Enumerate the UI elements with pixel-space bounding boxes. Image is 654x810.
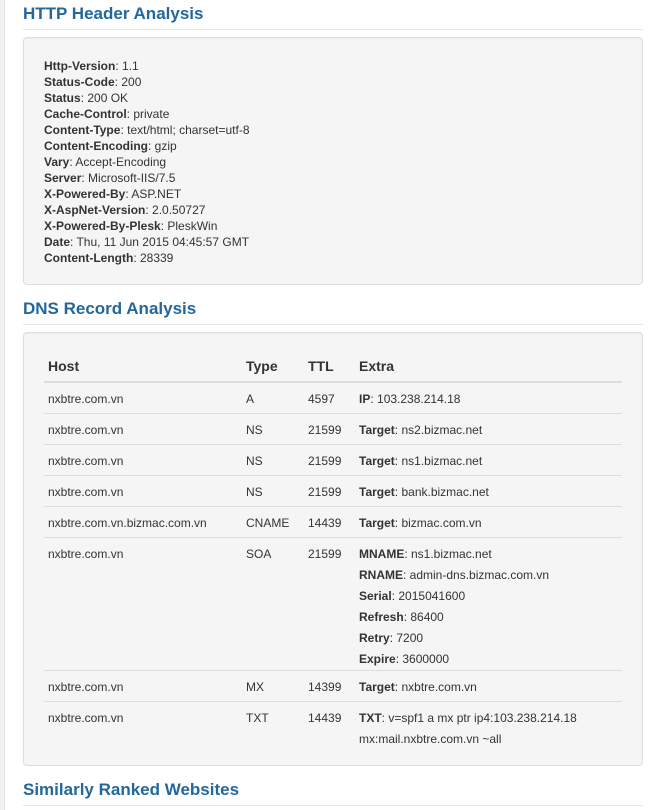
http-header-item: Content-Encoding: gzip xyxy=(44,139,177,153)
section-divider xyxy=(23,29,643,30)
dns-record-ttl: 21599 xyxy=(304,445,355,476)
dns-extra-line: IP: 103.238.214.18 xyxy=(359,392,461,406)
http-header-value: text/html; charset=utf-8 xyxy=(127,123,250,137)
http-header-key: X-Powered-By xyxy=(44,187,126,201)
http-header-item: Cache-Control: private xyxy=(44,107,170,121)
dns-record-type: MX xyxy=(242,671,304,702)
dns-record-host: nxbtre.com.vn xyxy=(44,414,242,445)
dns-extra-key: Target xyxy=(359,423,395,437)
dns-extra-key: Target xyxy=(359,485,395,499)
dns-record-analysis-title: DNS Record Analysis xyxy=(23,299,197,318)
dns-record-extra xyxy=(355,538,622,671)
dns-extra-value: ns2.bizmac.net xyxy=(401,423,483,437)
page-left-border xyxy=(0,0,5,810)
dns-extra-key: MNAME xyxy=(359,547,405,561)
dns-extra-key: TXT xyxy=(359,711,382,725)
http-header-item: Status: 200 OK xyxy=(44,91,129,105)
dns-extra-line: Target: bizmac.com.vn xyxy=(359,516,482,530)
http-header-key: Content-Type xyxy=(44,123,121,137)
http-header-item: Server: Microsoft-IIS/7.5 xyxy=(44,171,176,185)
dns-extra-line: Target: ns2.bizmac.net xyxy=(359,423,483,437)
column-header-extra: Extra xyxy=(355,351,622,382)
dns-record-type: NS xyxy=(242,414,304,445)
dns-extra-value: 7200 xyxy=(396,631,424,645)
dns-record-ttl: 21599 xyxy=(304,476,355,507)
dns-extra-value: bizmac.com.vn xyxy=(401,516,482,530)
dns-extra-key: IP xyxy=(359,392,371,406)
dns-extra-value: v=spf1 a mx ptr ip4:103.238.214.18 xyxy=(388,711,577,725)
http-header-item: Status-Code: 200 xyxy=(44,75,142,89)
http-header-key: X-AspNet-Version xyxy=(44,203,146,217)
dns-record-host: nxbtre.com.vn xyxy=(44,476,242,507)
http-header-key: Status xyxy=(44,91,81,105)
dns-record-type: CNAME xyxy=(242,507,304,538)
dns-extra-line: Serial: 2015041600 xyxy=(359,589,466,603)
http-header-value: Accept-Encoding xyxy=(75,155,167,169)
dns-record-host: nxbtre.com.vn xyxy=(44,445,242,476)
dns-record-row xyxy=(44,671,622,702)
dns-record-extra xyxy=(355,445,622,476)
dns-record-type: NS xyxy=(242,445,304,476)
dns-extra-value: ns1.bizmac.net xyxy=(411,547,492,561)
http-header-key: X-Powered-By-Plesk xyxy=(44,219,161,233)
dns-record-type: SOA xyxy=(242,538,304,671)
dns-record-row xyxy=(44,414,622,445)
dns-record-extra xyxy=(355,382,622,414)
section-divider xyxy=(23,805,643,806)
dns-record-row xyxy=(44,507,622,538)
http-header-item: X-Powered-By: ASP.NET xyxy=(44,187,182,201)
http-header-item: Content-Length: 28339 xyxy=(44,251,174,265)
dns-record-ttl: 14439 xyxy=(304,702,355,751)
dns-records-table xyxy=(44,351,622,750)
dns-extra-key: Target xyxy=(359,680,395,694)
dns-extra-key: Serial xyxy=(359,589,392,603)
dns-extra-key: Expire xyxy=(359,652,396,666)
dns-extra-line: MNAME: ns1.bizmac.net xyxy=(359,547,492,561)
http-header-key: Server xyxy=(44,171,82,185)
dns-record-ttl: 14439 xyxy=(304,507,355,538)
http-header-item: Http-Version: 1.1 xyxy=(44,59,139,73)
http-header-key: Http-Version xyxy=(44,59,116,73)
http-headers-list xyxy=(24,38,642,266)
http-header-value: 2.0.50727 xyxy=(152,203,206,217)
dns-extra-line: Target: nxbtre.com.vn xyxy=(359,680,477,694)
dns-extra-value: mx:mail.nxbtre.com.vn ~all xyxy=(359,732,502,746)
dns-extra-value: bank.bizmac.net xyxy=(401,485,489,499)
dns-extra-line: RNAME: admin-dns.bizmac.com.vn xyxy=(359,568,550,582)
dns-extra-key: Target xyxy=(359,454,395,468)
http-header-key: Status-Code xyxy=(44,75,115,89)
http-headers-panel xyxy=(23,37,643,285)
http-header-value: 28339 xyxy=(139,251,174,265)
dns-extra-line: Target: ns1.bizmac.net xyxy=(359,454,483,468)
dns-extra-line: Refresh: 86400 xyxy=(359,610,444,624)
http-header-value: ASP.NET xyxy=(131,187,182,201)
dns-extra-key: RNAME xyxy=(359,568,403,582)
column-header-ttl: TTL xyxy=(304,351,355,382)
dns-extra-key: Retry xyxy=(359,631,390,645)
dns-record-host: nxbtre.com.vn xyxy=(44,538,242,671)
dns-record-type: A xyxy=(246,392,255,406)
dns-extra-line: Retry: 7200 xyxy=(359,631,424,645)
dns-table-header-row xyxy=(44,351,622,382)
http-header-key: Content-Encoding xyxy=(44,139,148,153)
http-header-key: Cache-Control xyxy=(44,107,127,121)
dns-record-ttl: 14399 xyxy=(304,671,355,702)
http-header-value: Thu, 11 Jun 2015 04:45:57 GMT xyxy=(76,235,250,249)
http-header-value: 200 xyxy=(121,75,142,89)
dns-extra-value: 103.238.214.18 xyxy=(377,392,461,406)
similarly-ranked-websites-title: Similarly Ranked Websites xyxy=(23,780,240,799)
http-header-item: X-AspNet-Version: 2.0.50727 xyxy=(44,203,206,217)
dns-extra-line: Expire: 3600000 xyxy=(359,652,450,666)
http-header-item: Content-Type: text/html; charset=utf-8 xyxy=(44,123,250,137)
dns-record-row xyxy=(44,445,622,476)
http-header-key: Date xyxy=(44,235,71,249)
dns-records-panel xyxy=(23,332,643,766)
dns-record-extra xyxy=(355,507,622,538)
http-header-value: PleskWin xyxy=(167,219,218,233)
http-header-item: Date: Thu, 11 Jun 2015 04:45:57 GMT xyxy=(44,235,250,249)
dns-record-row xyxy=(44,702,622,751)
dns-record-row xyxy=(44,382,622,414)
dns-record-ttl: 21599 xyxy=(304,538,355,671)
http-header-value: private xyxy=(133,107,170,121)
dns-extra-line xyxy=(359,729,622,750)
http-header-value: Microsoft-IIS/7.5 xyxy=(88,171,176,185)
http-header-item: Vary: Accept-Encoding xyxy=(44,155,167,169)
dns-record-host: nxbtre.com.vn xyxy=(44,702,242,751)
dns-extra-value: nxbtre.com.vn xyxy=(401,680,477,694)
http-header-value: 1.1 xyxy=(122,59,139,73)
dns-extra-value: ns1.bizmac.net xyxy=(401,454,483,468)
dns-record-extra xyxy=(355,476,622,507)
dns-record-type: NS xyxy=(242,476,304,507)
dns-extra-value: 86400 xyxy=(410,610,444,624)
http-header-value: gzip xyxy=(154,139,177,153)
dns-record-extra xyxy=(355,702,622,751)
dns-record-row xyxy=(44,476,622,507)
http-header-key: Vary xyxy=(44,155,70,169)
dns-record-ttl: 21599 xyxy=(304,414,355,445)
dns-extra-value: admin-dns.bizmac.com.vn xyxy=(409,568,550,582)
dns-extra-value: 2015041600 xyxy=(398,589,466,603)
dns-record-host: nxbtre.com.vn.bizmac.com.vn xyxy=(44,507,242,538)
dns-extra-key: Refresh xyxy=(359,610,404,624)
dns-extra-value: 3600000 xyxy=(402,652,450,666)
dns-record-row xyxy=(44,538,622,671)
dns-record-type: TXT xyxy=(242,702,304,751)
section-divider xyxy=(23,324,643,325)
http-header-item: X-Powered-By-Plesk: PleskWin xyxy=(44,219,218,233)
http-header-analysis-title: HTTP Header Analysis xyxy=(23,4,204,23)
dns-record-extra xyxy=(355,671,622,702)
dns-record-extra xyxy=(355,414,622,445)
http-header-value: 200 OK xyxy=(87,91,129,105)
column-header-host: Host xyxy=(44,351,242,382)
dns-extra-line: Target: bank.bizmac.net xyxy=(359,485,489,499)
dns-record-host: nxbtre.com.vn xyxy=(44,671,242,702)
column-header-type: Type xyxy=(242,351,304,382)
dns-extra-key: Target xyxy=(359,516,395,530)
http-header-key: Content-Length xyxy=(44,251,134,265)
dns-record-host: nxbtre.com.vn xyxy=(48,392,124,406)
dns-extra-line: TXT: v=spf1 a mx ptr ip4:103.238.214.18 xyxy=(359,711,577,725)
dns-record-ttl: 4597 xyxy=(308,392,335,406)
